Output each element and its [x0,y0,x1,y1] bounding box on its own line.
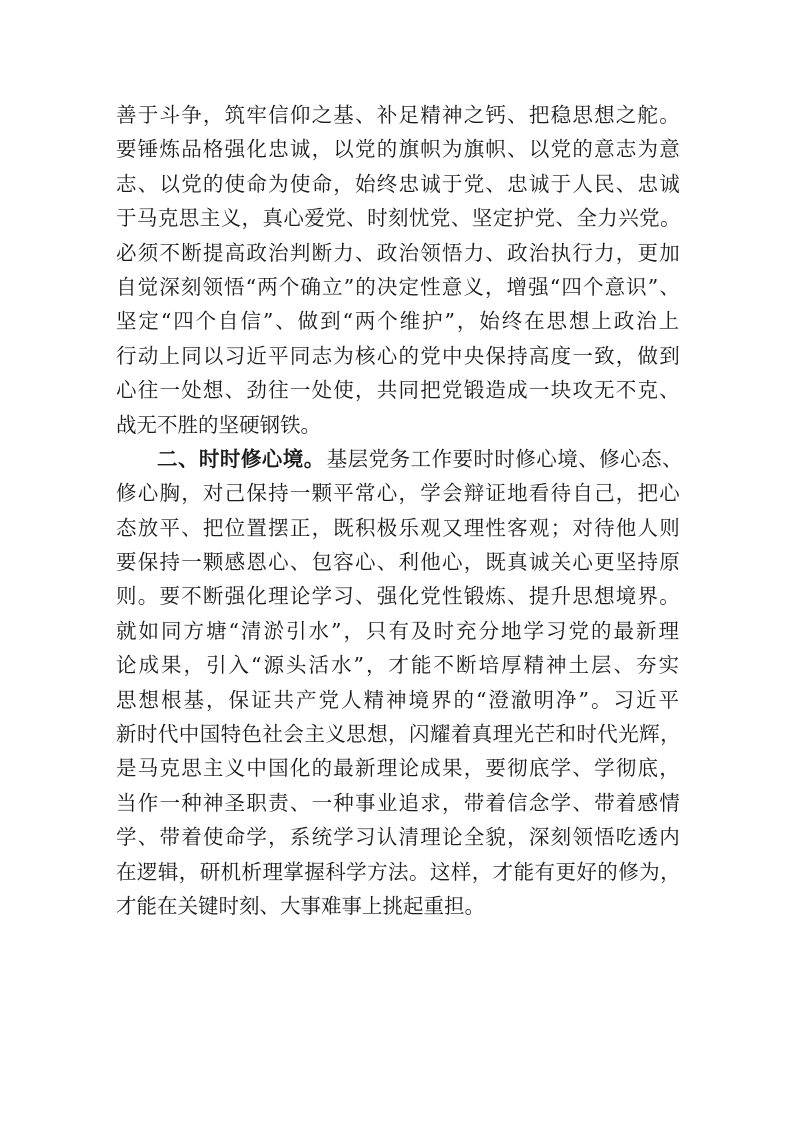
text-line [116,820,681,854]
text-line [116,545,681,579]
line-text: 必须不断提高政治判断力、政治领悟力、政治执行力，更加 [116,240,681,265]
text-line [116,167,681,201]
line-text: 就如同方塘“清淤引水”，只有及时充分地学习党的最新理 [116,618,681,643]
line-text: 新时代中国特色社会主义思想，闪耀着真理光芒和时代光辉， [116,722,681,747]
line-text: 则。要不断强化理论学习、强化党性锻炼、提升思想境界。 [116,584,681,609]
line-text: 要锤炼品格强化忠诚，以党的旗帜为旗帜、以党的意志为意 [116,137,681,162]
text-line [116,579,681,613]
text-line [116,476,681,510]
line-text: 在逻辑，研机析理掌握科学方法。这样，才能有更好的修为， [116,859,681,884]
text-line [116,717,681,751]
text-line [116,648,681,682]
text-line [116,236,681,270]
section-heading: 二、时时修心境。 [157,446,325,471]
document-body [116,98,684,923]
line-text: 当作一种神圣职责、一种事业追求，带着信念学、带着感情 [116,790,681,815]
text-line [116,98,681,132]
text-line [116,511,681,545]
text-line [116,304,681,338]
line-text: 战无不胜的坚硬钢铁。 [116,412,321,437]
line-text: 是马克思主义中国化的最新理论成果，要彻底学、学彻底， [116,756,681,781]
line-text: 才能在关键时刻、大事难事上挑起重担。 [116,893,485,918]
text-line [116,373,681,407]
text-line [116,408,681,442]
line-text: 善于斗争，筑牢信仰之基、补足精神之钙、把稳思想之舵。 [116,103,681,127]
text-line [116,442,684,476]
line-text: 坚定“四个自信”、做到“两个维护”，始终在思想上政治上 [116,309,681,334]
line-text: 自觉深刻领悟“两个确立”的决定性意义，增强“四个意识”、 [116,274,681,299]
line-text: 于马克思主义，真心爱党、时刻忧党、坚定护党、全力兴党。 [116,206,681,231]
line-text: 基层党务工作要时时修心境、修心态、 [326,446,684,471]
line-text: 学、带着使命学，系统学习认清理论全貌，深刻领悟吃透内 [116,825,681,850]
line-text: 心往一处想、劲往一处使，共同把党锻造成一块攻无不克、 [116,378,681,403]
text-line [116,889,681,923]
text-line [116,751,681,785]
text-line [116,339,681,373]
text-line [116,683,681,717]
line-text: 思想根基，保证共产党人精神境界的“澄澈明净”。习近平 [116,687,681,712]
line-text: 修心胸，对己保持一颗平常心，学会辩证地看待自己，把心 [116,481,681,506]
text-line [116,132,681,166]
line-text: 态放平、把位置摆正，既积极乐观又理性客观；对待他人则 [116,515,681,540]
line-text: 行动上同以习近平同志为核心的党中央保持高度一致，做到 [116,343,681,368]
line-text: 志、以党的使命为使命，始终忠诚于党、忠诚于人民、忠诚 [116,171,681,196]
text-line [116,786,681,820]
text-line [116,201,681,235]
text-line [116,614,681,648]
line-text: 要保持一颗感恩心、包容心、利他心，既真诚关心更坚持原 [116,550,681,575]
line-text: 论成果，引入“源头活水”，才能不断培厚精神土层、夯实 [116,653,681,678]
text-line [116,855,681,889]
text-line [116,270,681,304]
